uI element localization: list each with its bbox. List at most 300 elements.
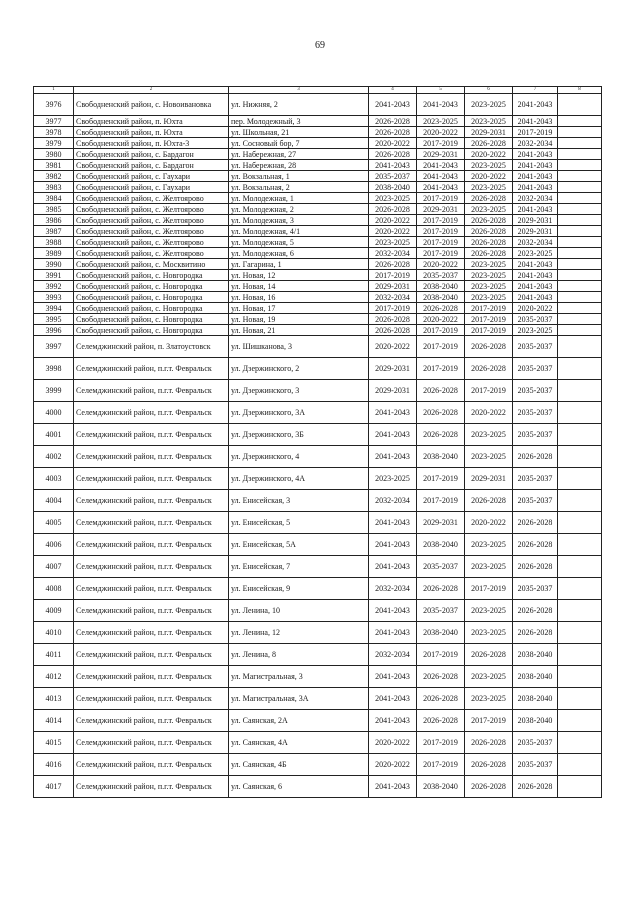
row-number-cell: 3977 [34, 116, 74, 127]
address-cell: ул. Ленина, 8 [229, 644, 369, 666]
locality-cell: Селемджинский район, п.г.т. Февральск [74, 446, 229, 468]
period-cell: 2017-2019 [465, 325, 513, 336]
empty-cell [558, 182, 602, 193]
row-number-cell: 4013 [34, 688, 74, 710]
column-number: 3 [229, 87, 369, 94]
table-row [34, 259, 602, 270]
period-cell: 2041-2043 [513, 94, 558, 116]
period-cell: 2026-2028 [513, 446, 558, 468]
row-number-cell: 3997 [34, 336, 74, 358]
period-cell: 2026-2028 [465, 193, 513, 204]
locality-cell: Селемджинский район, п.г.т. Февральск [74, 754, 229, 776]
period-cell: 2017-2019 [465, 710, 513, 732]
table-row [34, 182, 602, 193]
address-cell: ул. Дзержинского, 3А [229, 402, 369, 424]
empty-cell [558, 754, 602, 776]
period-cell: 2020-2022 [465, 149, 513, 160]
column-number: 7 [513, 87, 558, 94]
period-cell: 2041-2043 [369, 512, 417, 534]
empty-cell [558, 270, 602, 281]
locality-cell: Селемджинский район, п.г.т. Февральск [74, 666, 229, 688]
period-cell: 2023-2025 [465, 259, 513, 270]
period-cell: 2026-2028 [369, 149, 417, 160]
table-row [34, 358, 602, 380]
row-number-cell: 4008 [34, 578, 74, 600]
row-number-cell: 3987 [34, 226, 74, 237]
period-cell: 2038-2040 [513, 666, 558, 688]
period-cell: 2029-2031 [417, 149, 465, 160]
period-cell: 2041-2043 [369, 710, 417, 732]
address-cell: ул. Молодежная, 1 [229, 193, 369, 204]
address-cell: ул. Магистральная, 3 [229, 666, 369, 688]
row-number-cell: 3993 [34, 292, 74, 303]
table-row [34, 754, 602, 776]
empty-cell [558, 204, 602, 215]
period-cell: 2026-2028 [417, 380, 465, 402]
period-cell: 2041-2043 [513, 116, 558, 127]
row-number-cell: 3992 [34, 281, 74, 292]
period-cell: 2023-2025 [465, 424, 513, 446]
period-cell: 2029-2031 [465, 468, 513, 490]
empty-cell [558, 138, 602, 149]
period-cell: 2020-2022 [369, 754, 417, 776]
address-cell: ул. Молодежная, 6 [229, 248, 369, 259]
address-cell: ул. Вокзальная, 1 [229, 171, 369, 182]
locality-cell: Селемджинский район, п.г.т. Февральск [74, 600, 229, 622]
locality-cell: Свободненский район, с. Новгородка [74, 292, 229, 303]
locality-cell: Свободненский район, с. Бардагон [74, 149, 229, 160]
period-cell: 2017-2019 [417, 248, 465, 259]
period-cell: 2026-2028 [417, 688, 465, 710]
address-cell: ул. Вокзальная, 2 [229, 182, 369, 193]
locality-cell: Свободненский район, с. Бардагон [74, 160, 229, 171]
row-number-cell: 3979 [34, 138, 74, 149]
period-cell: 2032-2034 [369, 292, 417, 303]
period-cell: 2041-2043 [369, 534, 417, 556]
row-number-cell: 3989 [34, 248, 74, 259]
locality-cell: Селемджинский район, п.г.т. Февральск [74, 534, 229, 556]
period-cell: 2020-2022 [369, 336, 417, 358]
period-cell: 2035-2037 [417, 270, 465, 281]
empty-cell [558, 336, 602, 358]
period-cell: 2023-2025 [465, 534, 513, 556]
period-cell: 2035-2037 [513, 336, 558, 358]
period-cell: 2017-2019 [465, 314, 513, 325]
address-cell: ул. Саянская, 6 [229, 776, 369, 798]
period-cell: 2041-2043 [417, 182, 465, 193]
period-cell: 2017-2019 [417, 215, 465, 226]
row-number-cell: 4006 [34, 534, 74, 556]
locality-cell: Селемджинский район, п. Златоустовск [74, 336, 229, 358]
period-cell: 2026-2028 [369, 127, 417, 138]
period-cell: 2026-2028 [465, 138, 513, 149]
row-number-cell: 3981 [34, 160, 74, 171]
empty-cell [558, 446, 602, 468]
period-cell: 2026-2028 [417, 303, 465, 314]
address-cell: ул. Молодежная, 5 [229, 237, 369, 248]
address-cell: ул. Дзержинского, 3Б [229, 424, 369, 446]
period-cell: 2035-2037 [513, 754, 558, 776]
period-cell: 2041-2043 [369, 776, 417, 798]
empty-cell [558, 237, 602, 248]
period-cell: 2035-2037 [513, 490, 558, 512]
period-cell: 2029-2031 [369, 281, 417, 292]
empty-cell [558, 314, 602, 325]
period-cell: 2038-2040 [369, 182, 417, 193]
period-cell: 2041-2043 [369, 160, 417, 171]
address-cell: ул. Молодежная, 2 [229, 204, 369, 215]
address-cell: ул. Ленина, 10 [229, 600, 369, 622]
table-row [34, 94, 602, 116]
period-cell: 2023-2025 [465, 292, 513, 303]
address-cell: ул. Саянская, 4А [229, 732, 369, 754]
period-cell: 2035-2037 [417, 600, 465, 622]
period-cell: 2023-2025 [369, 237, 417, 248]
period-cell: 2035-2037 [513, 314, 558, 325]
period-cell: 2038-2040 [513, 710, 558, 732]
empty-cell [558, 193, 602, 204]
locality-cell: Селемджинский район, п.г.т. Февральск [74, 402, 229, 424]
period-cell: 2023-2025 [465, 94, 513, 116]
period-cell: 2026-2028 [513, 776, 558, 798]
row-number-cell: 3998 [34, 358, 74, 380]
table-row [34, 776, 602, 798]
period-cell: 2038-2040 [417, 776, 465, 798]
period-cell: 2020-2022 [417, 259, 465, 270]
period-cell: 2026-2028 [465, 358, 513, 380]
table-row [34, 292, 602, 303]
table-row [34, 710, 602, 732]
row-number-cell: 3999 [34, 380, 74, 402]
period-cell: 2026-2028 [369, 314, 417, 325]
period-cell: 2038-2040 [513, 688, 558, 710]
address-cell: ул. Енисейская, 5 [229, 512, 369, 534]
period-cell: 2041-2043 [369, 688, 417, 710]
period-cell: 2017-2019 [369, 270, 417, 281]
table-row [34, 193, 602, 204]
period-cell: 2026-2028 [465, 754, 513, 776]
table-row [34, 512, 602, 534]
period-cell: 2017-2019 [417, 644, 465, 666]
address-cell: ул. Школьная, 21 [229, 127, 369, 138]
locality-cell: Селемджинский район, п.г.т. Февральск [74, 380, 229, 402]
address-cell: ул. Новая, 17 [229, 303, 369, 314]
locality-cell: Селемджинский район, п.г.т. Февральск [74, 644, 229, 666]
table-row [34, 534, 602, 556]
period-cell: 2020-2022 [369, 732, 417, 754]
address-cell: ул. Нижняя, 2 [229, 94, 369, 116]
locality-cell: Селемджинский район, п.г.т. Февральск [74, 512, 229, 534]
locality-cell: Свободненский район, с. Новгородка [74, 270, 229, 281]
period-cell: 2023-2025 [465, 116, 513, 127]
table-row [34, 325, 602, 336]
period-cell: 2017-2019 [417, 358, 465, 380]
table-row [34, 303, 602, 314]
empty-cell [558, 380, 602, 402]
locality-cell: Селемджинский район, п.г.т. Февральск [74, 578, 229, 600]
locality-cell: Свободненский район, с. Желтоярово [74, 226, 229, 237]
locality-cell: Свободненский район, п. Юхта [74, 116, 229, 127]
table-row [34, 644, 602, 666]
period-cell: 2026-2028 [417, 710, 465, 732]
table-row [34, 688, 602, 710]
period-cell: 2020-2022 [465, 512, 513, 534]
table-row [34, 237, 602, 248]
locality-cell: Свободненский район, п. Юхта [74, 127, 229, 138]
period-cell: 2029-2031 [417, 204, 465, 215]
column-number: 6 [465, 87, 513, 94]
empty-cell [558, 468, 602, 490]
period-cell: 2023-2025 [369, 193, 417, 204]
period-cell: 2029-2031 [369, 358, 417, 380]
period-cell: 2023-2025 [465, 160, 513, 171]
period-cell: 2041-2043 [513, 204, 558, 215]
period-cell: 2026-2028 [513, 534, 558, 556]
address-cell: ул. Новая, 12 [229, 270, 369, 281]
period-cell: 2026-2028 [465, 215, 513, 226]
empty-cell [558, 578, 602, 600]
address-cell: ул. Сосновый бор, 7 [229, 138, 369, 149]
row-number-cell: 4017 [34, 776, 74, 798]
row-number-cell: 4016 [34, 754, 74, 776]
table-row [34, 556, 602, 578]
period-cell: 2017-2019 [513, 127, 558, 138]
period-cell: 2041-2043 [513, 160, 558, 171]
address-cell: ул. Дзержинского, 4 [229, 446, 369, 468]
empty-cell [558, 556, 602, 578]
column-number: 2 [74, 87, 229, 94]
period-cell: 2041-2043 [513, 149, 558, 160]
locality-cell: Селемджинский район, п.г.т. Февральск [74, 468, 229, 490]
row-number-cell: 4004 [34, 490, 74, 512]
row-number-cell: 4012 [34, 666, 74, 688]
period-cell: 2029-2031 [513, 215, 558, 226]
table-row [34, 402, 602, 424]
table-row [34, 600, 602, 622]
row-number-cell: 4003 [34, 468, 74, 490]
period-cell: 2038-2040 [417, 446, 465, 468]
empty-cell [558, 259, 602, 270]
locality-cell: Селемджинский район, п.г.т. Февральск [74, 490, 229, 512]
period-cell: 2023-2025 [465, 182, 513, 193]
period-cell: 2038-2040 [417, 292, 465, 303]
row-number-cell: 4002 [34, 446, 74, 468]
period-cell: 2020-2022 [369, 215, 417, 226]
locality-cell: Свободненский район, с. Гаухари [74, 171, 229, 182]
empty-cell [558, 424, 602, 446]
period-cell: 2038-2040 [417, 534, 465, 556]
address-cell: ул. Набережная, 28 [229, 160, 369, 171]
empty-cell [558, 171, 602, 182]
row-number-cell: 4000 [34, 402, 74, 424]
address-cell: ул. Енисейская, 3 [229, 490, 369, 512]
address-cell: ул. Новая, 14 [229, 281, 369, 292]
locality-cell: Свободненский район, с. Москвитино [74, 259, 229, 270]
row-number-cell: 3995 [34, 314, 74, 325]
address-cell: ул. Набережная, 27 [229, 149, 369, 160]
period-cell: 2041-2043 [369, 622, 417, 644]
period-cell: 2020-2022 [513, 303, 558, 314]
period-cell: 2041-2043 [369, 446, 417, 468]
locality-cell: Свободненский район, с. Новгородка [74, 303, 229, 314]
column-number: 4 [369, 87, 417, 94]
period-cell: 2023-2025 [465, 204, 513, 215]
period-cell: 2023-2025 [465, 600, 513, 622]
empty-cell [558, 248, 602, 259]
period-cell: 2026-2028 [369, 325, 417, 336]
period-cell: 2032-2034 [513, 138, 558, 149]
locality-cell: Селемджинский район, п.г.т. Февральск [74, 556, 229, 578]
period-cell: 2023-2025 [417, 116, 465, 127]
period-cell: 2035-2037 [513, 402, 558, 424]
row-number-cell: 4010 [34, 622, 74, 644]
period-cell: 2023-2025 [513, 248, 558, 259]
period-cell: 2035-2037 [369, 171, 417, 182]
locality-cell: Селемджинский район, п.г.т. Февральск [74, 732, 229, 754]
table-row [34, 314, 602, 325]
period-cell: 2035-2037 [513, 358, 558, 380]
row-number-cell: 3990 [34, 259, 74, 270]
address-cell: ул. Новая, 21 [229, 325, 369, 336]
period-cell: 2017-2019 [417, 732, 465, 754]
locality-cell: Свободненский район, с. Желтоярово [74, 215, 229, 226]
locality-cell: Селемджинский район, п.г.т. Февральск [74, 776, 229, 798]
address-cell: ул. Шишканова, 3 [229, 336, 369, 358]
period-cell: 2041-2043 [369, 424, 417, 446]
empty-cell [558, 149, 602, 160]
empty-cell [558, 622, 602, 644]
table-row [34, 666, 602, 688]
empty-cell [558, 402, 602, 424]
period-cell: 2023-2025 [465, 666, 513, 688]
address-cell: ул. Новая, 16 [229, 292, 369, 303]
period-cell: 2026-2028 [465, 226, 513, 237]
period-cell: 2041-2043 [417, 94, 465, 116]
address-cell: ул. Дзержинского, 3 [229, 380, 369, 402]
period-cell: 2020-2022 [369, 138, 417, 149]
period-cell: 2026-2028 [417, 402, 465, 424]
period-cell: 2041-2043 [513, 171, 558, 182]
period-cell: 2041-2043 [513, 182, 558, 193]
locality-cell: Свободненский район, с. Желтоярово [74, 193, 229, 204]
address-cell: ул. Енисейская, 5А [229, 534, 369, 556]
empty-cell [558, 303, 602, 314]
table-row [34, 732, 602, 754]
row-number-cell: 4014 [34, 710, 74, 732]
period-cell: 2026-2028 [369, 116, 417, 127]
period-cell: 2026-2028 [369, 259, 417, 270]
row-number-cell: 3988 [34, 237, 74, 248]
row-number-cell: 4011 [34, 644, 74, 666]
period-cell: 2017-2019 [369, 303, 417, 314]
period-cell: 2032-2034 [369, 578, 417, 600]
table-row [34, 281, 602, 292]
period-cell: 2035-2037 [513, 380, 558, 402]
period-cell: 2017-2019 [465, 303, 513, 314]
column-number: 8 [558, 87, 602, 94]
period-cell: 2035-2037 [513, 732, 558, 754]
empty-cell [558, 358, 602, 380]
locality-cell: Свободненский район, с. Новгородка [74, 281, 229, 292]
locality-cell: Свободненский район, с. Новоивановка [74, 94, 229, 116]
row-number-cell: 3984 [34, 193, 74, 204]
period-cell: 2017-2019 [465, 380, 513, 402]
table-row [34, 622, 602, 644]
empty-cell [558, 666, 602, 688]
period-cell: 2026-2028 [465, 644, 513, 666]
row-number-cell: 3978 [34, 127, 74, 138]
locality-cell: Свободненский район, с. Новгородка [74, 325, 229, 336]
column-number: 1 [34, 87, 74, 94]
period-cell: 2017-2019 [417, 336, 465, 358]
period-cell: 2017-2019 [417, 138, 465, 149]
table-row [34, 248, 602, 259]
locality-cell: Свободненский район, с. Новгородка [74, 314, 229, 325]
address-cell: ул. Дзержинского, 2 [229, 358, 369, 380]
period-cell: 2023-2025 [369, 468, 417, 490]
address-cell: ул. Ленина, 12 [229, 622, 369, 644]
period-cell: 2029-2031 [513, 226, 558, 237]
empty-cell [558, 325, 602, 336]
locality-cell: Свободненский район, с. Желтоярово [74, 204, 229, 215]
period-cell: 2041-2043 [513, 281, 558, 292]
locality-cell: Свободненский район, с. Желтоярово [74, 248, 229, 259]
period-cell: 2029-2031 [417, 512, 465, 534]
row-number-cell: 3985 [34, 204, 74, 215]
address-cell: пер. Молодежный, 3 [229, 116, 369, 127]
empty-cell [558, 226, 602, 237]
row-number-cell: 3991 [34, 270, 74, 281]
row-number-cell: 3980 [34, 149, 74, 160]
empty-cell [558, 710, 602, 732]
period-cell: 2026-2028 [513, 622, 558, 644]
period-cell: 2017-2019 [417, 490, 465, 512]
empty-cell [558, 116, 602, 127]
empty-cell [558, 776, 602, 798]
address-cell: ул. Енисейская, 9 [229, 578, 369, 600]
table-row [34, 226, 602, 237]
locality-cell: Селемджинский район, п.г.т. Февральск [74, 358, 229, 380]
period-cell: 2026-2028 [465, 732, 513, 754]
table-row [34, 204, 602, 215]
address-cell: ул. Молодежная, 4/1 [229, 226, 369, 237]
period-cell: 2032-2034 [369, 644, 417, 666]
table-row [34, 138, 602, 149]
address-cell: ул. Гагарина, 1 [229, 259, 369, 270]
table-row [34, 127, 602, 138]
row-number-cell: 4005 [34, 512, 74, 534]
period-cell: 2020-2022 [369, 226, 417, 237]
table-row [34, 215, 602, 226]
period-cell: 2026-2028 [417, 666, 465, 688]
period-cell: 2026-2028 [417, 578, 465, 600]
empty-cell [558, 160, 602, 171]
period-cell: 2035-2037 [513, 424, 558, 446]
address-cell: ул. Енисейская, 7 [229, 556, 369, 578]
period-cell: 2026-2028 [513, 600, 558, 622]
period-cell: 2041-2043 [513, 270, 558, 281]
empty-cell [558, 490, 602, 512]
period-cell: 2017-2019 [417, 193, 465, 204]
row-number-cell: 4001 [34, 424, 74, 446]
empty-cell [558, 127, 602, 138]
row-number-cell: 3996 [34, 325, 74, 336]
period-cell: 2017-2019 [417, 226, 465, 237]
period-cell: 2026-2028 [369, 204, 417, 215]
period-cell: 2023-2025 [465, 556, 513, 578]
period-cell: 2041-2043 [417, 171, 465, 182]
address-cell: ул. Молодежная, 3 [229, 215, 369, 226]
